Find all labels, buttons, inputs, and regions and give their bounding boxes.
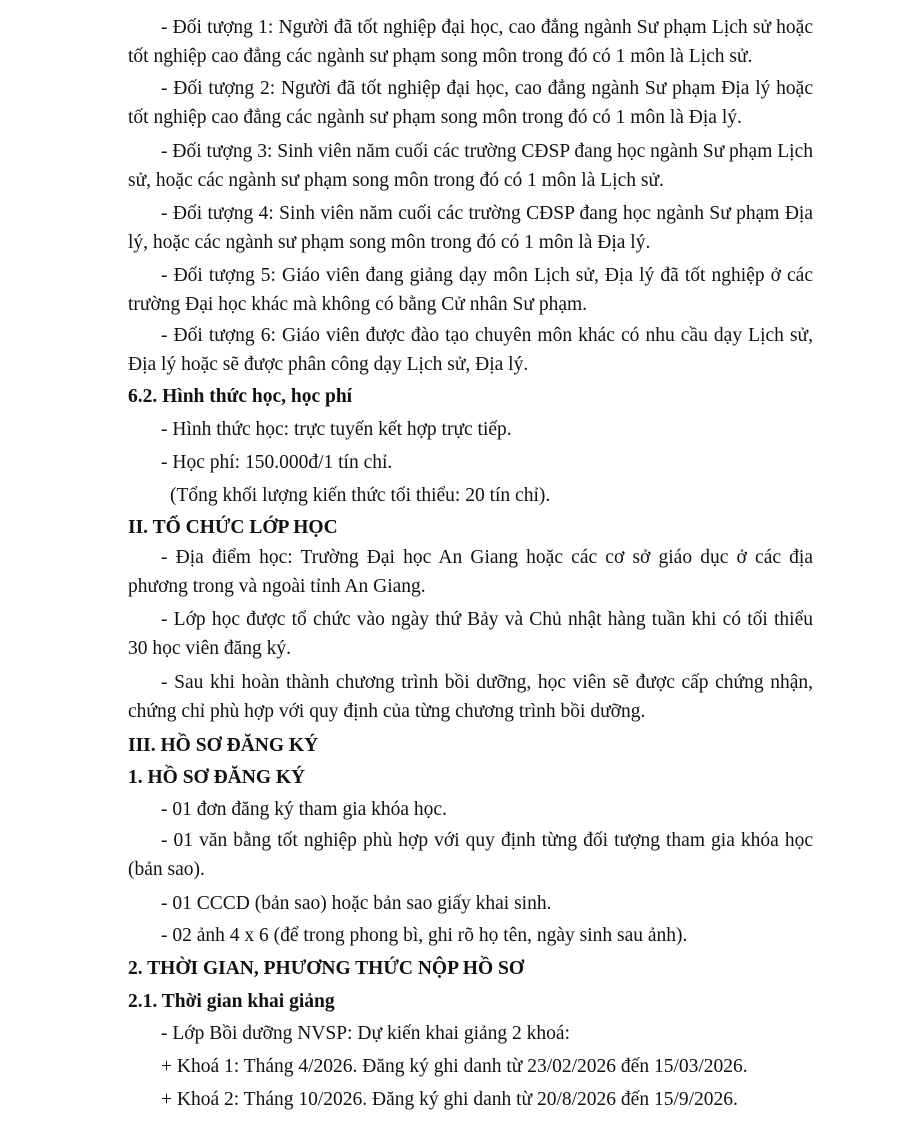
section-6-2-heading: 6.2. Hình thức học, học phí: [128, 386, 353, 407]
doi-tuong-1: - Đối tượng 1: Người đã tốt nghiệp đại học, cao đẳng ngành Sư phạm Lịch sử hoặc tốt nghiệp cao đẳng các ngành sư phạm song môn trong đó có 1 môn là Lịch sử.: [128, 17, 813, 67]
ho-so-dang-ky-heading: 1. HỒ SƠ ĐĂNG KÝ: [128, 767, 306, 788]
ho-so-item-2: - 01 văn bằng tốt nghiệp phù hợp với quy định từng đối tượng tham gia khóa học (bản sao).: [128, 830, 813, 880]
doi-tuong-5: - Đối tượng 5: Giáo viên đang giảng dạy môn Lịch sử, Địa lý đã tốt nghiệp ở các trường Đại học khác mà không có bằng Cử nhân Sư phạm.: [128, 265, 813, 315]
doi-tuong-2: - Đối tượng 2: Người đã tốt nghiệp đại học, cao đẳng ngành Sư phạm Địa lý hoặc tốt nghiệp cao đẳng các ngành sư phạm song môn trong đó có 1 môn là Địa lý.: [128, 78, 813, 128]
ho-so-item-1: - 01 đơn đăng ký tham gia khóa học.: [161, 799, 447, 820]
dia-diem-hoc: - Địa điểm học: Trường Đại học An Giang hoặc các cơ sở giáo dục ở các địa phương trong và ngoài tỉnh An Giang.: [128, 547, 813, 597]
doi-tuong-3: - Đối tượng 3: Sinh viên năm cuối các trường CĐSP đang học ngành Sư phạm Lịch sử, hoặc các ngành sư phạm song môn trong đó có 1 môn là Lịch sử.: [128, 141, 813, 191]
chung-nhan: - Sau khi hoàn thành chương trình bồi dưỡng, học viên sẽ được cấp chứng nhận, chứng chỉ phù hợp với quy định của từng chương trình bồi dưỡng.: [128, 672, 813, 722]
khoa-2: + Khoá 2: Tháng 10/2026. Đăng ký ghi danh từ 20/8/2026 đến 15/9/2026.: [161, 1089, 738, 1110]
thoi-gian-heading: 2. THỜI GIAN, PHƯƠNG THỨC NỘP HỒ SƠ: [128, 958, 524, 979]
tong-khoi-luong: (Tổng khối lượng kiến thức tối thiểu: 20 tín chỉ).: [170, 485, 551, 506]
khai-giang-heading: 2.1. Thời gian khai giảng: [128, 991, 335, 1012]
to-chuc-lop: - Lớp học được tổ chức vào ngày thứ Bảy và Chủ nhật hàng tuần khi có tối thiểu 30 học viên đăng ký.: [128, 609, 813, 659]
section-III-heading: III. HỒ SƠ ĐĂNG KÝ: [128, 735, 319, 756]
khoa-1: + Khoá 1: Tháng 4/2026. Đăng ký ghi danh từ 23/02/2026 đến 15/03/2026.: [161, 1056, 748, 1077]
ho-so-item-3: - 01 CCCD (bản sao) hoặc bản sao giấy khai sinh.: [161, 893, 552, 914]
hinh-thuc-hoc: - Hình thức học: trực tuyến kết hợp trực tiếp.: [161, 419, 512, 440]
section-II-heading: II. TỔ CHỨC LỚP HỌC: [128, 517, 338, 538]
ho-so-item-4: - 02 ảnh 4 x 6 (để trong phong bì, ghi rõ họ tên, ngày sinh sau ảnh).: [161, 925, 688, 946]
du-kien-khai-giang: - Lớp Bồi dưỡng NVSP: Dự kiến khai giảng 2 khoá:: [161, 1023, 570, 1044]
hoc-phi: - Học phí: 150.000đ/1 tín chỉ.: [161, 452, 393, 473]
doi-tuong-6: - Đối tượng 6: Giáo viên được đào tạo chuyên môn khác có nhu cầu dạy Lịch sử, Địa lý hoặc sẽ được phân công dạy Lịch sử, Địa lý.: [128, 325, 813, 375]
doi-tuong-4: - Đối tượng 4: Sinh viên năm cuối các trường CĐSP đang học ngành Sư phạm Địa lý, hoặc các ngành sư phạm song môn trong đó có 1 môn là Địa lý.: [128, 203, 813, 253]
